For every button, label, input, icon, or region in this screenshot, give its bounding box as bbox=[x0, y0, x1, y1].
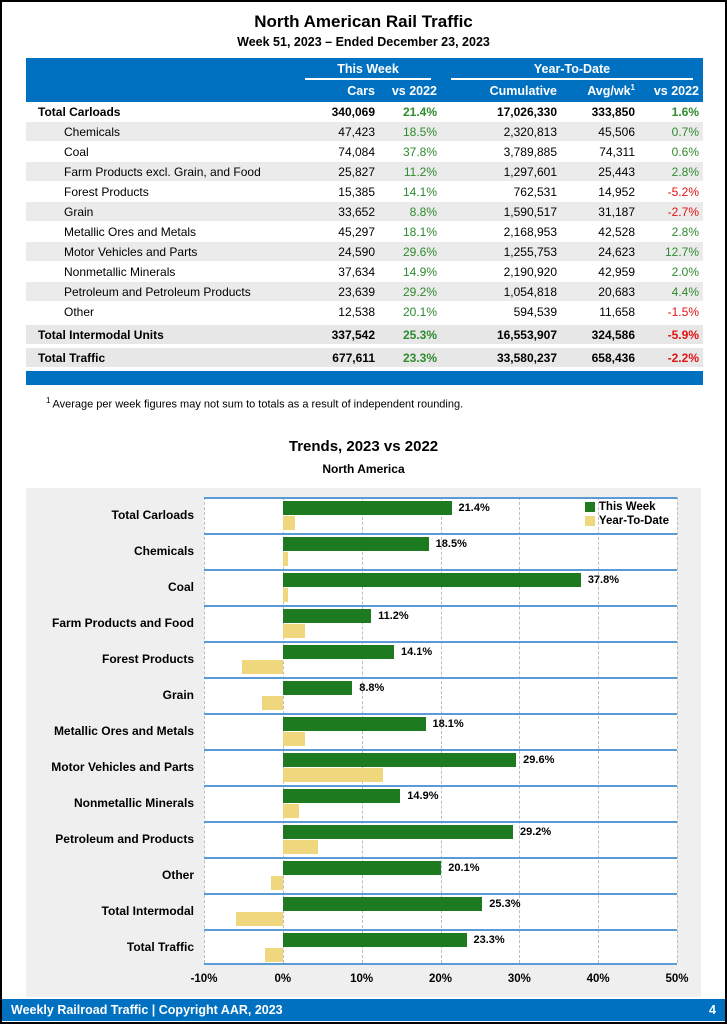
row-label: Petroleum and Petroleum Products bbox=[64, 284, 251, 299]
cell-cars-vs2022: 11.2% bbox=[403, 164, 437, 179]
group-header-year-to-date: Year-To-Date bbox=[451, 62, 693, 80]
row-label: Farm Products excl. Grain, and Food bbox=[64, 164, 261, 179]
category-label: Total Carloads bbox=[111, 507, 194, 522]
category-label: Farm Products and Food bbox=[51, 615, 194, 630]
cell-cars-vs2022: 20.1% bbox=[402, 304, 437, 319]
chart-plot-area bbox=[204, 497, 677, 965]
cell-cumulative: 16,553,907 bbox=[496, 327, 557, 342]
category-label: Coal bbox=[167, 579, 194, 594]
bar-year-to-date bbox=[242, 660, 283, 674]
table-column-header-row bbox=[26, 80, 703, 102]
table-row bbox=[26, 282, 703, 302]
bar-year-to-date bbox=[283, 552, 289, 566]
bar-this-week bbox=[283, 645, 394, 659]
table-row bbox=[26, 348, 703, 368]
cell-cars: 45,297 bbox=[338, 224, 375, 239]
cell-avg-wk: 42,528 bbox=[598, 224, 635, 239]
category-label: Motor Vehicles and Parts bbox=[51, 759, 194, 774]
bar-value-label: 23.3% bbox=[473, 933, 505, 946]
cell-cumulative: 594,539 bbox=[513, 304, 557, 319]
bar-this-week bbox=[283, 753, 516, 767]
cell-ytd-vs2022: 12.7% bbox=[664, 244, 699, 259]
avg-wk-text: Avg/wk bbox=[587, 84, 631, 99]
cell-avg-wk: 25,443 bbox=[598, 164, 635, 179]
cell-ytd-vs2022: -1.5% bbox=[667, 304, 699, 319]
category-label: Total Traffic bbox=[126, 939, 194, 954]
cell-cars: 337,542 bbox=[331, 327, 375, 342]
bar-year-to-date bbox=[283, 624, 305, 638]
legend-label-this-week: This Week bbox=[598, 500, 656, 513]
footnote bbox=[46, 396, 685, 411]
table-group-header-row bbox=[26, 58, 703, 80]
cell-cars-vs2022: 14.9% bbox=[402, 264, 437, 279]
footnote-marker: 1 bbox=[46, 396, 51, 406]
cell-cumulative: 1,054,818 bbox=[503, 284, 557, 299]
cell-cars-vs2022: 18.1% bbox=[402, 224, 437, 239]
footer-page-number: 4 bbox=[709, 1003, 716, 1017]
category-label: Grain bbox=[162, 687, 194, 702]
bar-value-label: 11.2% bbox=[378, 609, 409, 622]
chart-category-labels bbox=[26, 497, 204, 965]
cell-cars-vs2022: 23.3% bbox=[402, 350, 437, 365]
cell-avg-wk: 74,311 bbox=[599, 144, 635, 159]
cell-cars: 12,538 bbox=[338, 304, 375, 319]
bar-this-week bbox=[283, 609, 371, 623]
bar-value-label: 8.8% bbox=[359, 681, 385, 694]
cell-ytd-vs2022: 1.6% bbox=[671, 104, 699, 119]
bar-this-week bbox=[283, 537, 429, 551]
axis-tick: -10% bbox=[190, 972, 218, 985]
cell-ytd-vs2022: 0.6% bbox=[671, 144, 699, 159]
chart-body bbox=[26, 497, 677, 965]
row-label: Other bbox=[64, 304, 95, 319]
category-label: Other bbox=[161, 867, 194, 882]
cell-cars-vs2022: 25.3% bbox=[402, 327, 437, 342]
column-header-cars: Cars bbox=[347, 83, 375, 98]
cell-ytd-vs2022: 2.0% bbox=[671, 264, 699, 279]
row-label: Forest Products bbox=[64, 184, 149, 199]
cell-avg-wk: 333,850 bbox=[591, 104, 635, 119]
page-subtitle: Week 51, 2023 – Ended December 23, 2023 bbox=[237, 35, 490, 49]
row-label: Coal bbox=[64, 144, 89, 159]
category-label: Total Intermodal bbox=[101, 903, 194, 918]
row-label: Metallic Ores and Metals bbox=[64, 224, 197, 239]
chart-legend bbox=[585, 501, 669, 529]
bar-value-label: 14.9% bbox=[407, 789, 439, 802]
cell-ytd-vs2022: 4.4% bbox=[671, 284, 699, 299]
cell-cumulative: 3,789,885 bbox=[503, 144, 557, 159]
axis-tick-labels bbox=[190, 965, 689, 993]
cell-cars: 15,385 bbox=[338, 184, 375, 199]
cell-cars: 74,084 bbox=[338, 144, 375, 159]
chart-subtitle: North America bbox=[322, 461, 405, 476]
cell-cumulative: 1,255,753 bbox=[503, 244, 557, 259]
chart-x-axis bbox=[26, 965, 689, 993]
bar-this-week bbox=[283, 933, 467, 947]
cell-cumulative: 17,026,330 bbox=[496, 104, 557, 119]
bar-this-week bbox=[283, 717, 426, 731]
bar-value-label: 18.5% bbox=[435, 537, 467, 550]
cell-cumulative: 2,168,953 bbox=[503, 224, 557, 239]
bar-year-to-date bbox=[283, 840, 318, 854]
bar-value-label: 21.4% bbox=[458, 501, 490, 514]
bar-year-to-date bbox=[262, 696, 283, 710]
table-row bbox=[26, 222, 703, 242]
trends-chart bbox=[26, 488, 701, 997]
year-to-date-swatch-icon bbox=[585, 516, 595, 526]
cell-avg-wk: 324,586 bbox=[591, 327, 635, 342]
bar-value-label: 18.1% bbox=[432, 717, 464, 730]
cell-cars-vs2022: 29.6% bbox=[402, 244, 437, 259]
gridline bbox=[677, 497, 678, 963]
axis-tick: 20% bbox=[428, 972, 453, 985]
row-label: Nonmetallic Minerals bbox=[64, 264, 176, 279]
category-label: Metallic Ores and Metals bbox=[53, 723, 194, 738]
column-header-ytd-vs2022: vs 2022 bbox=[653, 83, 699, 98]
cell-ytd-vs2022: -2.7% bbox=[667, 204, 699, 219]
table-row bbox=[26, 142, 703, 162]
cell-avg-wk: 14,952 bbox=[598, 184, 635, 199]
rail-traffic-table bbox=[26, 58, 703, 368]
cell-cars: 33,652 bbox=[338, 204, 375, 219]
cell-cars: 24,590 bbox=[338, 244, 375, 259]
cell-cars-vs2022: 18.5% bbox=[402, 124, 437, 139]
avg-wk-footnote-marker: 1 bbox=[630, 83, 635, 92]
cell-avg-wk: 11,658 bbox=[599, 304, 635, 319]
bar-year-to-date bbox=[283, 804, 299, 818]
cell-ytd-vs2022: -5.9% bbox=[667, 327, 699, 342]
page-title: North American Rail Traffic bbox=[254, 12, 473, 31]
category-band bbox=[204, 785, 677, 821]
category-label: Forest Products bbox=[101, 651, 194, 666]
cell-cars: 340,069 bbox=[331, 104, 375, 119]
cell-ytd-vs2022: 2.8% bbox=[671, 164, 699, 179]
cell-cars-vs2022: 37.8% bbox=[402, 144, 437, 159]
cell-ytd-vs2022: 2.8% bbox=[671, 224, 699, 239]
bar-value-label: 14.1% bbox=[400, 645, 433, 658]
cell-cars: 37,634 bbox=[338, 264, 375, 279]
column-header-cars-vs2022: vs 2022 bbox=[391, 83, 437, 98]
legend-label-year-to-date: Year-To-Date bbox=[598, 514, 669, 527]
axis-tick: 40% bbox=[586, 972, 610, 985]
cell-cumulative: 33,580,237 bbox=[496, 350, 557, 365]
legend-item-this-week bbox=[585, 501, 669, 513]
axis-tick: 0% bbox=[274, 972, 292, 985]
cell-cumulative: 2,190,920 bbox=[503, 264, 557, 279]
row-label: Motor Vehicles and Parts bbox=[64, 244, 198, 259]
cell-avg-wk: 24,623 bbox=[598, 244, 635, 259]
cell-cars: 47,423 bbox=[338, 124, 375, 139]
cell-cars-vs2022: 8.8% bbox=[409, 204, 437, 219]
bar-this-week bbox=[283, 897, 482, 911]
cell-avg-wk: 45,506 bbox=[598, 124, 635, 139]
bar-year-to-date bbox=[283, 732, 305, 746]
axis-tick: 10% bbox=[350, 972, 374, 985]
bar-year-to-date bbox=[283, 516, 296, 530]
table-row bbox=[26, 262, 703, 282]
cell-cars-vs2022: 21.4% bbox=[402, 104, 437, 119]
cell-cumulative: 762,531 bbox=[513, 184, 557, 199]
category-label: Chemicals bbox=[133, 543, 194, 558]
bar-value-label: 29.6% bbox=[523, 753, 555, 766]
column-header-cumulative: Cumulative bbox=[489, 83, 557, 98]
row-label: Grain bbox=[64, 204, 94, 219]
cell-cumulative: 1,297,601 bbox=[503, 164, 557, 179]
cell-ytd-vs2022: 0.7% bbox=[671, 124, 699, 139]
bar-year-to-date bbox=[283, 768, 383, 782]
bar-value-label: 29.2% bbox=[520, 825, 552, 838]
table-row bbox=[26, 162, 703, 182]
bar-year-to-date bbox=[283, 588, 288, 602]
bar-year-to-date bbox=[265, 948, 282, 962]
row-label: Chemicals bbox=[64, 124, 121, 139]
cell-cars-vs2022: 14.1% bbox=[402, 184, 437, 199]
this-week-swatch-icon bbox=[585, 502, 595, 512]
category-band bbox=[204, 605, 677, 641]
category-label: Nonmetallic Minerals bbox=[73, 795, 194, 810]
cell-avg-wk: 42,959 bbox=[598, 264, 635, 279]
group-header-this-week: This Week bbox=[305, 62, 431, 80]
cell-avg-wk: 31,187 bbox=[598, 204, 635, 219]
bar-this-week bbox=[283, 789, 400, 803]
cell-cumulative: 1,590,517 bbox=[503, 204, 557, 219]
table-row bbox=[26, 325, 703, 345]
cell-ytd-vs2022: -2.2% bbox=[667, 350, 699, 365]
cell-cumulative: 2,320,813 bbox=[503, 124, 557, 139]
blue-divider-band bbox=[26, 371, 703, 385]
cell-avg-wk: 20,683 bbox=[598, 284, 635, 299]
footnote-text: Average per week figures may not sum to totals as a result of independent rounding. bbox=[52, 398, 464, 411]
row-label: Total Intermodal Units bbox=[38, 327, 164, 342]
cell-avg-wk: 658,436 bbox=[591, 350, 635, 365]
row-label: Total Traffic bbox=[38, 350, 106, 365]
column-header-avg-wk bbox=[561, 83, 639, 98]
table-row bbox=[26, 102, 703, 122]
cell-cars: 23,639 bbox=[338, 284, 375, 299]
cell-ytd-vs2022: -5.2% bbox=[667, 184, 699, 199]
bar-this-week bbox=[283, 501, 452, 515]
category-label: Petroleum and Products bbox=[55, 831, 194, 846]
cell-cars: 677,611 bbox=[332, 350, 375, 365]
table-row bbox=[26, 182, 703, 202]
bar-this-week bbox=[283, 825, 513, 839]
legend-item-year-to-date bbox=[585, 515, 669, 527]
bar-this-week bbox=[283, 861, 441, 875]
row-label: Total Carloads bbox=[38, 104, 121, 119]
bar-value-label: 25.3% bbox=[489, 897, 521, 910]
footer-bar bbox=[2, 999, 725, 1021]
bar-this-week bbox=[283, 681, 352, 695]
bar-value-label: 37.8% bbox=[587, 573, 620, 586]
table-body bbox=[26, 102, 703, 368]
table-row bbox=[26, 302, 703, 322]
axis-tick: 50% bbox=[665, 972, 689, 985]
bar-value-label: 20.1% bbox=[448, 861, 480, 874]
chart-title: Trends, 2023 vs 2022 bbox=[288, 437, 439, 455]
axis-tick: 30% bbox=[507, 972, 531, 985]
table-row bbox=[26, 242, 703, 262]
table-row bbox=[26, 122, 703, 142]
table-header bbox=[26, 58, 703, 102]
footer-text: Weekly Railroad Traffic | Copyright AAR, 2023 bbox=[11, 1003, 283, 1017]
bar-this-week bbox=[283, 573, 581, 587]
bar-year-to-date bbox=[236, 912, 283, 926]
axis-spacer bbox=[26, 965, 204, 993]
table-row bbox=[26, 202, 703, 222]
bar-year-to-date bbox=[271, 876, 283, 890]
cell-cars: 25,827 bbox=[338, 164, 375, 179]
cell-cars-vs2022: 29.2% bbox=[402, 284, 437, 299]
